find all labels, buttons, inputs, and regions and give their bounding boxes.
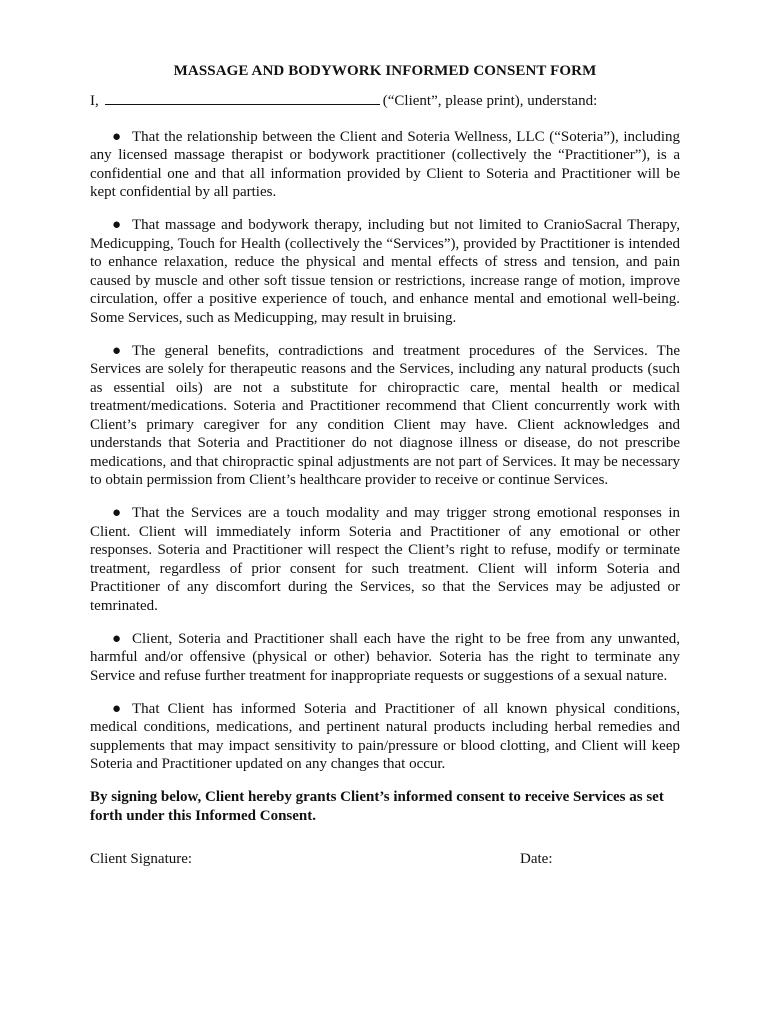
paragraph-text: That massage and bodywork therapy, including but not limited to CranioSacral Therapy, Medicupping, Touch for Health (collectively the “Services”), provided by Practitioner is intended to enhance relaxation, reduce the physical and mental effects of stress and tension, and pain caused by muscle and other soft tissue tension or restrictions, increase range of motion, improve circulation, offer a positive experience of touch, and enhance mental and emotional well-being. Some Services, such as Medicupping, may result in bruising. bbox=[90, 217, 680, 326]
client-name-blank[interactable] bbox=[105, 91, 380, 105]
consent-paragraph-3 bbox=[90, 342, 680, 490]
bullet-icon: ● bbox=[112, 342, 122, 359]
bullet-icon: ● bbox=[112, 700, 122, 717]
consent-paragraph-4 bbox=[90, 504, 680, 615]
client-signature-label: Client Signature: bbox=[90, 851, 193, 867]
bullet-icon: ● bbox=[112, 630, 122, 647]
date-label: Date: bbox=[520, 851, 553, 867]
client-line-prefix: I, bbox=[90, 93, 99, 109]
bullet-icon: ● bbox=[112, 128, 122, 145]
consent-paragraph-5 bbox=[90, 630, 680, 686]
consent-paragraph-2 bbox=[90, 216, 680, 327]
consent-paragraph-6 bbox=[90, 700, 680, 774]
paragraph-text: Client, Soteria and Practitioner shall each have the right to be free from any unwanted, harmful and/or offensive (physical or other) behavior. Soteria has the right to terminate any Service and refuse further treatment for inappropriate requests or suggestions of a sexual nature. bbox=[90, 630, 680, 684]
paragraph-text: That the Services are a touch modality and may trigger strong emotional responses in Client. Client will immediately inform Soteria and Practitioner of any emotional or other responses. Soteria and Practitioner will respect the Client’s right to refuse, modify or terminate treatment, regardless of prior consent for such treatment. Client will inform Soteria and Practitioner of any discomfort during the Services, so that the Services may be adjusted or temrinated. bbox=[90, 505, 680, 614]
bullet-icon: ● bbox=[112, 217, 122, 233]
consent-statement: By signing below, Client hereby grants Client’s informed consent to receive Services as set forth under this Informed Consent. bbox=[90, 789, 664, 824]
consent-form bbox=[90, 62, 680, 870]
paragraph-text: The general benefits, contradictions and treatment procedures of the Services. The Services are solely for therapeutic reasons and the Services, including any natural products (such as essential oils) are not a substitute for chiropractic care, mental health or medical treatment/medications. Soteria and Practitioner recommend that Client concurrently work with Client’s primary caregiver for any condition Client may have. Client acknowledges and understands that Soteria and Practitioner do not diagnose illness or disease, do not prescribe medications, and that chiropractic spinal adjustments are not part of Services. It may be necessary to obtain permission from Client’s healthcare provider to receive or continue Services. bbox=[90, 342, 680, 488]
client-line-suffix: (“Client”, please print), understand: bbox=[382, 93, 598, 109]
consent-paragraph-1 bbox=[90, 128, 680, 202]
client-name-line bbox=[90, 91, 680, 111]
paragraph-text: That the relationship between the Client and Soteria Wellness, LLC (“Soteria”), including any licensed massage therapist or bodywork practitioner (collectively the “Practitioner”), is a confidential one and that all information provided by Client to Soteria and Practitioner will be kept confidential by all parties. bbox=[90, 128, 680, 200]
form-title: MASSAGE AND BODYWORK INFORMED CONSENT FORM bbox=[173, 63, 597, 79]
bullet-icon: ● bbox=[112, 505, 122, 521]
signature-row bbox=[90, 850, 680, 870]
paragraph-text: That Client has informed Soteria and Practitioner of all known physical conditions, medical conditions, medications, and pertinent natural products including herbal remedies and supplements that may impact sensitivity to pain/pressure or blood clotting, and Client will keep Soteria and Practitioner updated on any changes that occur. bbox=[90, 700, 680, 772]
